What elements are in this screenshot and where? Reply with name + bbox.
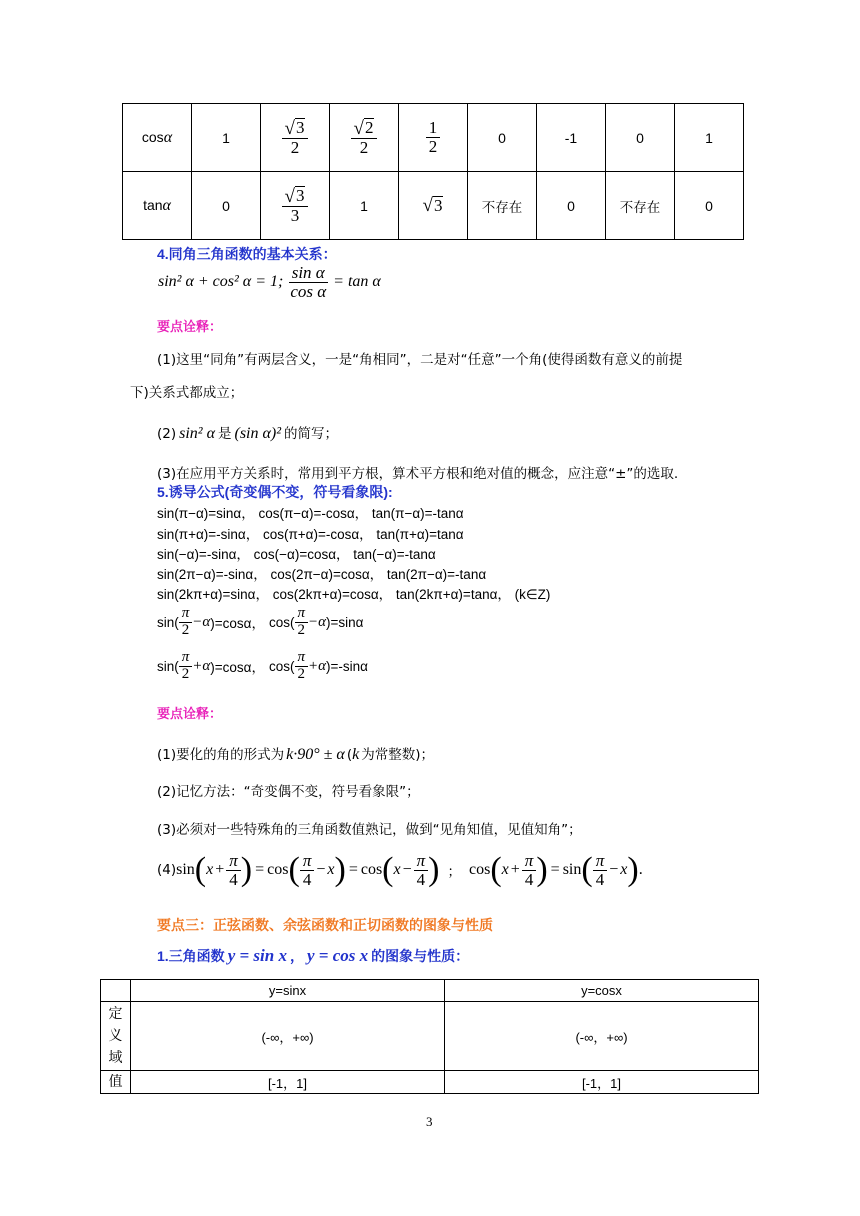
table-cell: 0 bbox=[468, 104, 537, 172]
note-4-1b: 下)关系式都成立； bbox=[130, 385, 244, 401]
table-cell: √ 3 bbox=[399, 172, 468, 240]
section5-heading: 5.诱导公式(奇变偶不变，符号看象限): bbox=[157, 484, 393, 500]
trig-values-table bbox=[122, 103, 744, 240]
table-cell: 不存在 bbox=[468, 172, 537, 240]
row-label-tan: tanα bbox=[123, 172, 192, 240]
table-cell: 0 bbox=[537, 172, 606, 240]
table-cell: (-∞，+∞) bbox=[131, 1002, 445, 1071]
note-4-1a: (1)这里“同角”有两层含义，一是“角相同”，二是对“任意”一个角(使得函数有意义的前提 bbox=[157, 352, 683, 368]
section-three-subheading: 1.三角函数 y = sin x ， y = cos x 的图象与性质： bbox=[157, 946, 470, 965]
row-label-domain: 定 义 域 bbox=[101, 1002, 131, 1071]
table-cell: [-1，1] bbox=[445, 1071, 759, 1094]
section-three-heading: 要点三：正弦函数、余弦函数和正切函数的图象与性质 bbox=[157, 918, 493, 934]
induction-line-4: sin(2π−α)=-sinα， cos(2π−α)=cosα， tan(2π−α)=-tanα bbox=[157, 567, 487, 582]
table-cell: 0 bbox=[675, 172, 744, 240]
table-cell: (-∞，+∞) bbox=[445, 1002, 759, 1071]
properties-table bbox=[100, 979, 759, 1094]
header-cell: y=cosx bbox=[445, 980, 759, 1002]
induction-line-1: sin(π−α)=sinα， cos(π−α)=-cosα， tan(π−α)=-tanα bbox=[157, 506, 464, 521]
induction-line-2: sin(π+α)=-sinα， cos(π+α)=-cosα， tan(π+α)=tanα bbox=[157, 527, 464, 542]
identity-formula: sin² α + cos² α = 1; $\frac{\text{sin α}}{\text{cos α}}$ = tan α bbox=[158, 263, 381, 301]
note-5-1: (1)要化的角的形式为 k·90° ± α ( k 为常整数)； bbox=[157, 746, 434, 763]
tan-fraction: $\frac{\text{sin α}}{\text{cos α}}$ bbox=[290, 263, 327, 301]
induction-line-7: sin( $\frac{\pi}{2}$ +α )=cosα， cos( $\frac{\pi}{2}$ +α )=-sinα bbox=[157, 649, 368, 682]
table-cell: 0 bbox=[606, 104, 675, 172]
header-cell bbox=[101, 980, 131, 1002]
table-cell: 1 bbox=[675, 104, 744, 172]
table-cell: √ 3 2 bbox=[261, 104, 330, 172]
table-row bbox=[101, 1071, 759, 1094]
induction-line-6: sin( $\frac{\pi}{2}$ −α )=cosα， cos( $\frac{\pi}{2}$ −α )=sinα bbox=[157, 605, 364, 638]
section4-heading: 4.同角三角函数的基本关系： bbox=[157, 246, 337, 262]
table-cell: $\frac{1}{2}$ bbox=[399, 104, 468, 172]
note-5-2: (2)记忆方法：“奇变偶不变，符号看象限”； bbox=[157, 784, 420, 800]
notes-heading-5: 要点诠释： bbox=[157, 707, 223, 722]
note-4-2: (2) sin² α 是 (sin α)² 的简写； bbox=[157, 425, 339, 442]
table-cell: 不存在 bbox=[606, 172, 675, 240]
row-label-cos: cosα bbox=[123, 104, 192, 172]
table-header-row bbox=[101, 980, 759, 1002]
row-label-range: 值 bbox=[101, 1071, 131, 1094]
table-cell: [-1，1] bbox=[131, 1071, 445, 1094]
induction-line-3: sin(−α)=-sinα， cos(−α)=cosα， tan(−α)=-tanα bbox=[157, 547, 436, 562]
table-cell: 1 bbox=[330, 172, 399, 240]
table-cell: 0 bbox=[192, 172, 261, 240]
notes-heading-4: 要点诠释： bbox=[157, 320, 223, 335]
page-number: 3 bbox=[426, 1114, 433, 1129]
note-5-3: (3)必须对一些特殊角的三角函数值熟记，做到“见角知值，见值知角”； bbox=[157, 822, 582, 838]
induction-line-5: sin(2kπ+α)=sinα， cos(2kπ+α)=cosα， tan(2kπ+α)=tanα， (k∈Z) bbox=[157, 587, 551, 602]
table-row bbox=[101, 1002, 759, 1071]
table-cell: 1 bbox=[192, 104, 261, 172]
table-row bbox=[123, 104, 744, 172]
note-5-4: (4) sin ( x + $\frac{\pi}{4}$ ) = cos ( $\frac{\pi}{4}$ − x ) = cos ( x − $\frac{\pi}{4}$ ) ； cos ( x + $\frac{\pi}{4}$ ) = sin ( $\frac{\pi}{4}$ − x ) . bbox=[157, 851, 643, 889]
header-cell: y=sinx bbox=[131, 980, 445, 1002]
table-cell: √ 3 3 bbox=[261, 172, 330, 240]
table-row bbox=[123, 172, 744, 240]
table-cell: √ 2 2 bbox=[330, 104, 399, 172]
note-4-3: (3)在应用平方关系时，常用到平方根，算术平方根和绝对值的概念，应注意“±”的选取. bbox=[157, 466, 679, 482]
table-cell: -1 bbox=[537, 104, 606, 172]
